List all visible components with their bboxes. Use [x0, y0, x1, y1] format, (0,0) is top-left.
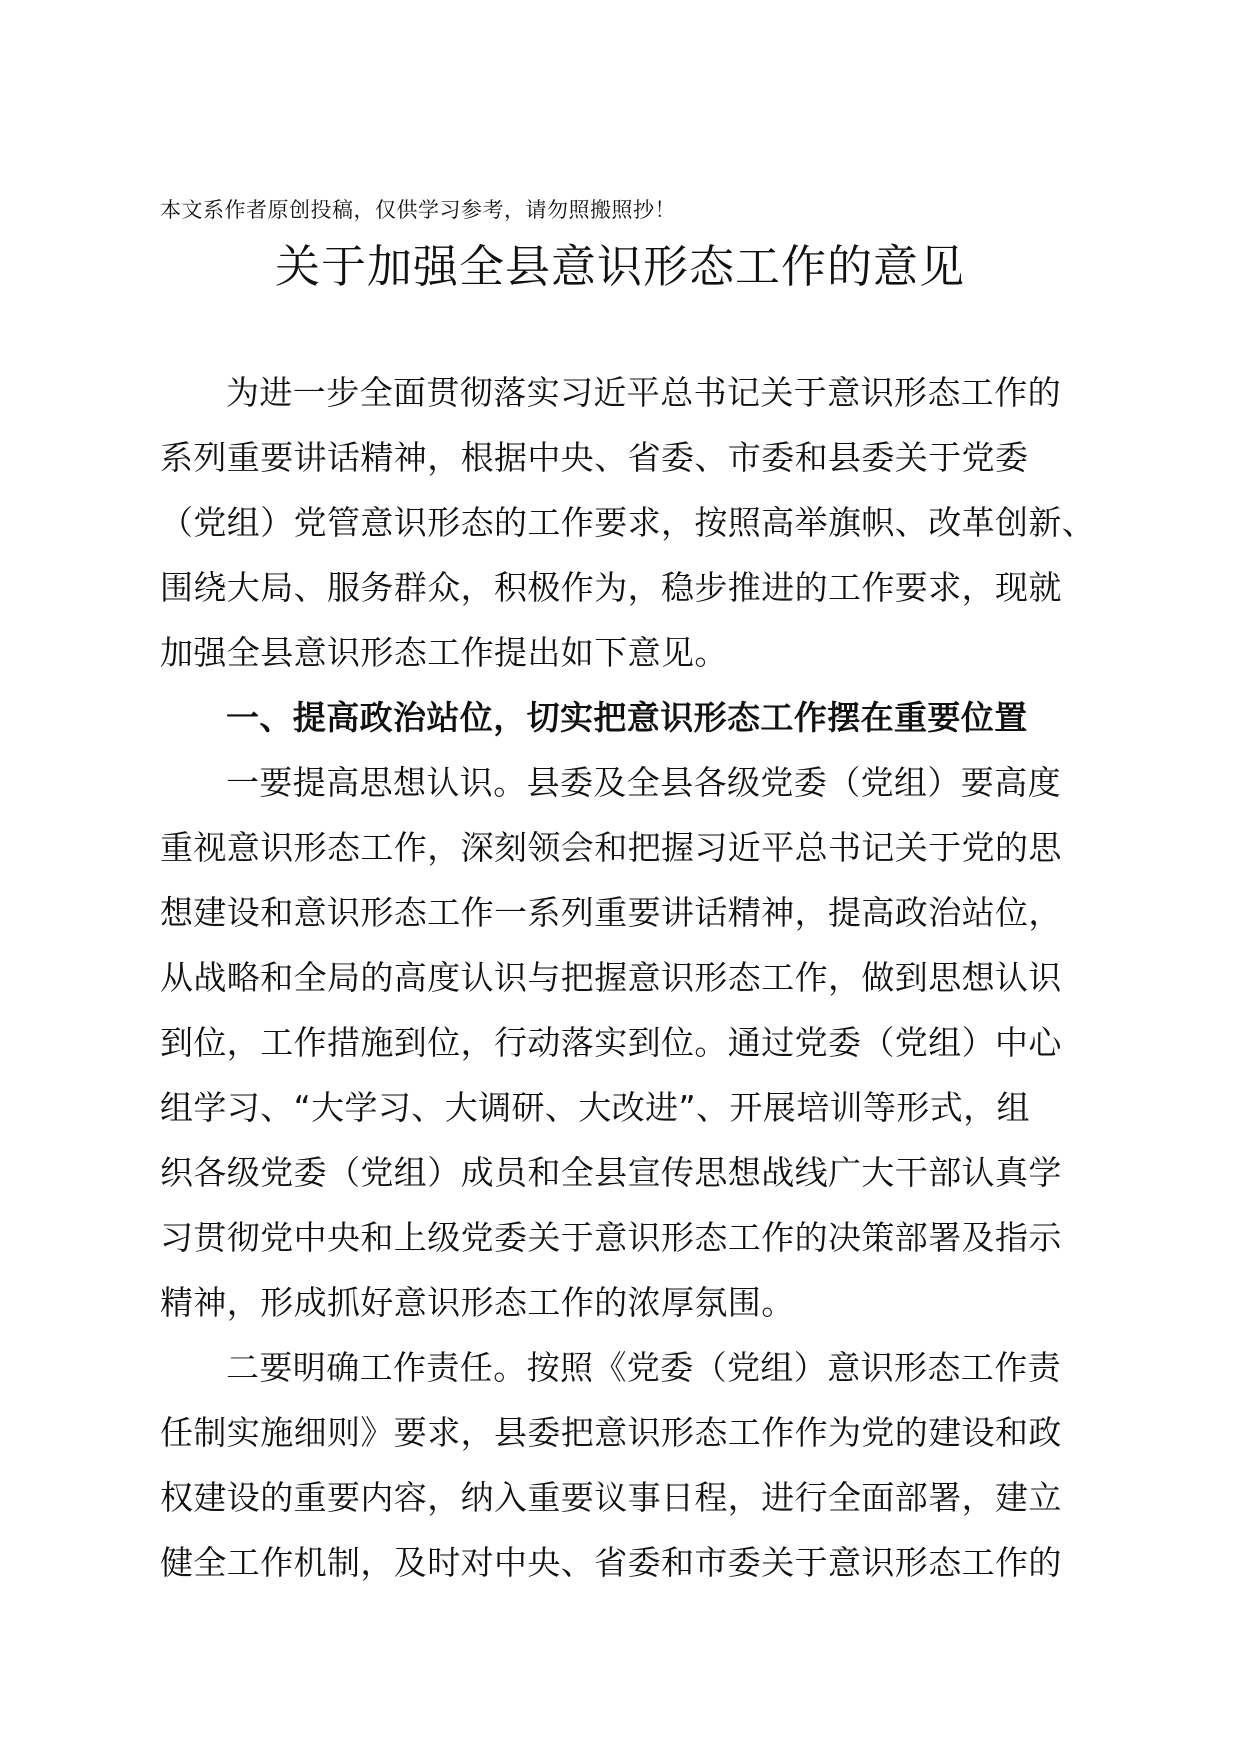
- paragraph-line: 围绕大局、服务群众，积极作为，稳步推进的工作要求，现就: [160, 568, 1062, 607]
- paragraph-line: 任制实施细则》要求，县委把意识形态工作作为党的建设和政: [160, 1413, 1062, 1452]
- author-notice: 本文系作者原创投稿，仅供学习参考，请勿照搬照抄！: [160, 198, 676, 222]
- paragraph-line: 精神，形成抓好意识形态工作的浓厚氛围。: [160, 1283, 795, 1322]
- paragraph-line: 组学习、“大学习、大调研、大改进”、开展培训等形式，组: [160, 1088, 1030, 1127]
- paragraph-line: 到位，工作措施到位，行动落实到位。通过党委（党组）中心: [160, 1023, 1062, 1062]
- paragraph-line: 权建设的重要内容，纳入重要议事日程，进行全面部署，建立: [160, 1478, 1062, 1517]
- paragraph-line: 织各级党委（党组）成员和全县宣传思想战线广大干部认真学: [160, 1153, 1062, 1192]
- paragraph-line: 健全工作机制，及时对中央、省委和市委关于意识形态工作的: [160, 1543, 1062, 1582]
- paragraph-line: 从战略和全局的高度认识与把握意识形态工作，做到思想认识: [160, 958, 1062, 997]
- paragraph-line: 系列重要讲话精神，根据中央、省委、市委和县委关于党委: [160, 438, 1029, 477]
- paragraph-line: 二要明确工作责任。按照《党委（党组）意识形态工作责: [226, 1348, 1061, 1387]
- paragraph-line: 想建设和意识形态工作一系列重要讲话精神，提高政治站位，: [160, 893, 1062, 932]
- paragraph-line: （党组）党管意识形态的工作要求，按照高举旗帜、改革创新、: [160, 503, 1096, 542]
- paragraph-line: 为进一步全面贯彻落实习近平总书记关于意识形态工作的: [226, 373, 1061, 412]
- document-body: [160, 360, 1100, 1595]
- paragraph-line: 一要提高思想认识。县委及全县各级党委（党组）要高度: [226, 763, 1061, 802]
- section-heading: 一、提高政治站位，切实把意识形态工作摆在重要位置: [226, 698, 1028, 737]
- document-title: 关于加强全县意识形态工作的意见: [274, 240, 965, 293]
- paragraph-line: 习贯彻党中央和上级党委关于意识形态工作的决策部署及指示: [160, 1218, 1062, 1257]
- paragraph-line: 重视意识形态工作，深刻领会和把握习近平总书记关于党的思: [160, 828, 1062, 867]
- paragraph-line: 加强全县意识形态工作提出如下意见。: [160, 633, 728, 672]
